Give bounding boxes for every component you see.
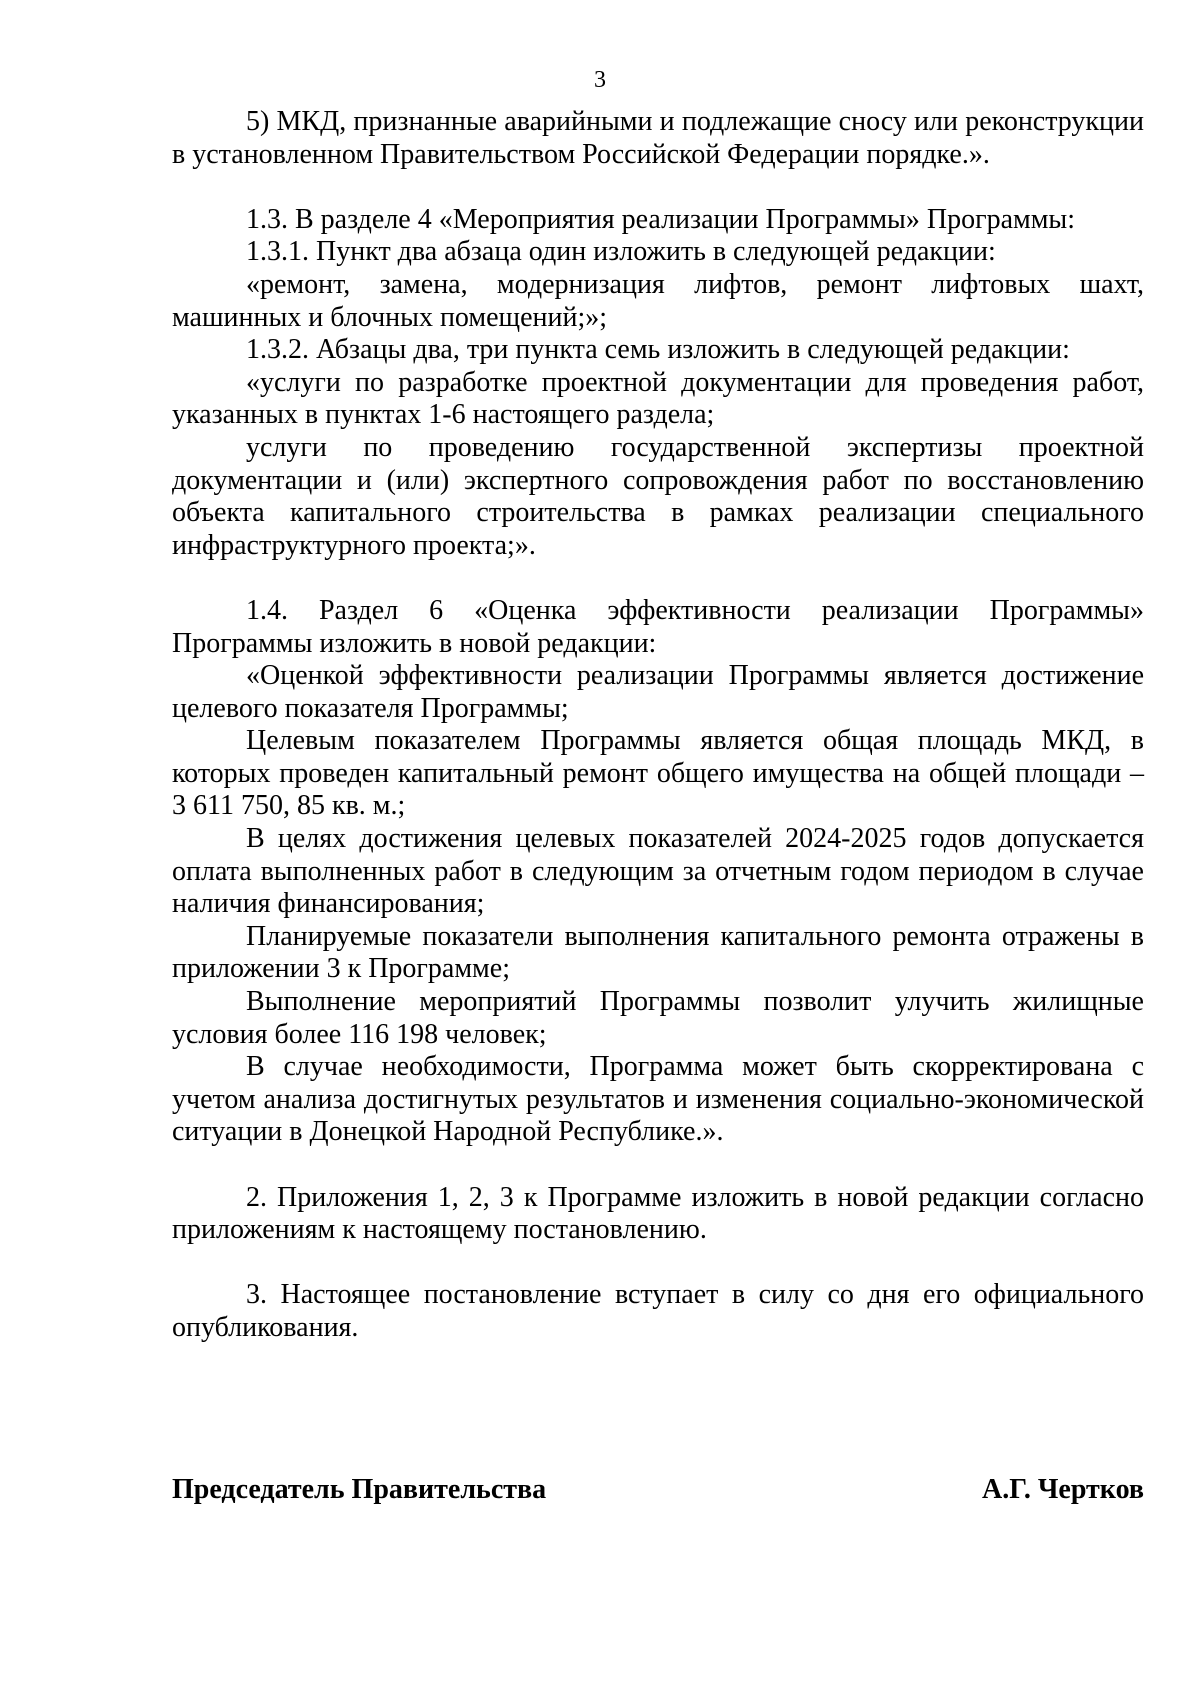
paragraph-section-3: 3. Настоящее постановление вступает в силу со дня его официального опубликования.: [172, 1279, 1144, 1343]
paragraph-section-1-3-1: 1.3.1. Пункт два абзаца один изложить в следующей редакции:: [246, 236, 996, 268]
paragraph-gap: [172, 171, 1144, 204]
signatory-name: А.Г. Чертков: [982, 1474, 1144, 1505]
paragraph-gap: [172, 1247, 1144, 1280]
paragraph-planned-indicators: Планируемые показатели выполнения капитального ремонта отражены в приложении 3 к Программе;: [172, 920, 1144, 985]
paragraph-section-1-4: 1.4. Раздел 6 «Оценка эффективности реализации Программы» Программы изложить в новой редакции:: [172, 594, 1144, 659]
paragraph-payment-terms: В целях достижения целевых показателей 2024-2025 годов допускается оплата выполненных работ в следующим за отчетным годом периодом в случае наличия финансирования;: [172, 823, 1144, 920]
paragraph-gap: [172, 1149, 1144, 1182]
page-number: 3: [594, 67, 606, 93]
paragraph-program-adjustment: В случае необходимости, Программа может быть скорректирована с учетом анализа достигнутых результатов и изменения социально-экономической ситуации в Донецкой Народной Республике.».: [172, 1051, 1144, 1148]
paragraph-target-indicator: Целевым показателем Программы является общая площадь МКД, в которых проведен капитальный ремонт общего имущества на общей площади – 3 611 750, 85 кв. м.;: [172, 725, 1144, 822]
paragraph-gap: [172, 562, 1144, 595]
paragraph-section-2: 2. Приложения 1, 2, 3 к Программе изложить в новой редакции согласно приложениям к настоящему постановлению.: [172, 1181, 1144, 1246]
paragraph-living-conditions: Выполнение мероприятий Программы позволит улучить жилищные условия более 116 198 человек;: [172, 986, 1144, 1050]
paragraph-efficiency-assessment: «Оценкой эффективности реализации Программы является достижение целевого показателя Программы;: [172, 660, 1144, 724]
paragraph-quote-lifts: «ремонт, замена, модернизация лифтов, ремонт лифтовых шахт, машинных и блочных помещений;»;: [172, 268, 1144, 333]
paragraph-quote-design-services: «услуги по разработке проектной документации для проведения работ, указанных в пунктах 1-6 настоящего раздела;: [172, 366, 1144, 431]
document-body: [172, 106, 1144, 1345]
paragraph-section-1-3-2: 1.3.2. Абзацы два, три пункта семь изложить в следующей редакции:: [246, 334, 1070, 366]
paragraph-item-5: 5) МКД, признанные аварийными и подлежащие сносу или реконструкции в установленном Правительством Российской Федерации порядке.».: [172, 106, 1144, 170]
paragraph-quote-expertise-services: услуги по проведению государственной экспертизы проектной документации и (или) экспертного сопровождения работ по восстановлению объекта капитального строительства в рамках реализации специального инфраструктурного проекта;».: [172, 431, 1144, 561]
signatory-position: Председатель Правительства: [172, 1474, 547, 1505]
signature-block: [172, 1474, 1144, 1506]
paragraph-section-1-3: 1.3. В разделе 4 «Мероприятия реализации Программы» Программы:: [246, 203, 1076, 235]
